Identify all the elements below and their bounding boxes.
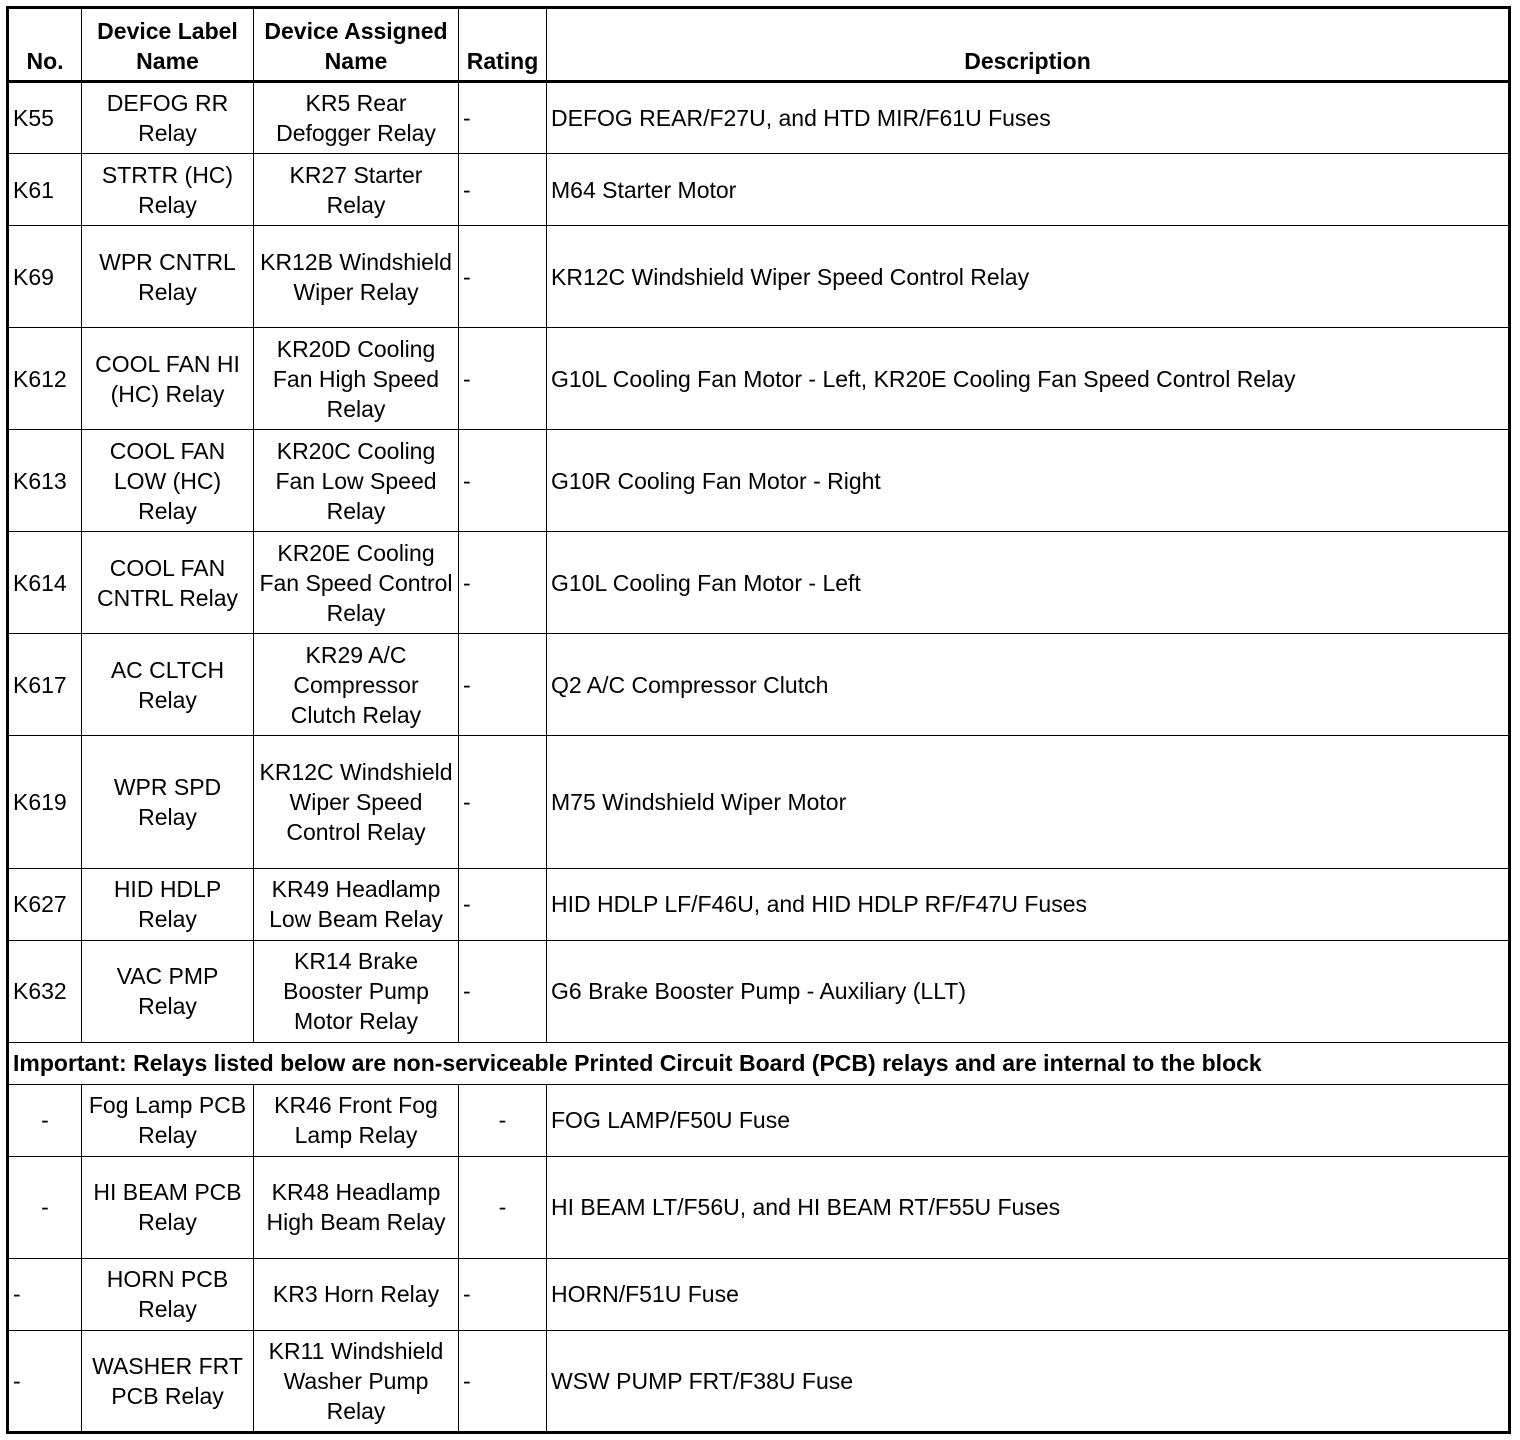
cell-description: HI BEAM LT/F56U, and HI BEAM RT/F55U Fuses xyxy=(547,1156,1510,1258)
table-row xyxy=(8,1330,1510,1432)
cell-no: K614 xyxy=(8,532,82,634)
cell-label: COOL FAN CNTRL Relay xyxy=(82,532,254,634)
cell-assigned: KR46 Front Fog Lamp Relay xyxy=(254,1084,459,1156)
cell-description: WSW PUMP FRT/F38U Fuse xyxy=(547,1330,1510,1432)
header-description: Description xyxy=(547,8,1510,82)
cell-assigned: KR20E Cooling Fan Speed Control Relay xyxy=(254,532,459,634)
cell-assigned: KR14 Brake Booster Pump Motor Relay xyxy=(254,940,459,1042)
table-row xyxy=(8,1156,1510,1258)
cell-label: HORN PCB Relay xyxy=(82,1258,254,1330)
table-row xyxy=(8,328,1510,430)
table-row xyxy=(8,154,1510,226)
cell-description: G10L Cooling Fan Motor - Left, KR20E Cooling Fan Speed Control Relay xyxy=(547,328,1510,430)
table-row xyxy=(8,430,1510,532)
cell-description: HORN/F51U Fuse xyxy=(547,1258,1510,1330)
cell-rating: - xyxy=(459,226,547,328)
cell-rating: - xyxy=(459,940,547,1042)
header-rating: Rating xyxy=(459,8,547,82)
cell-no: K55 xyxy=(8,82,82,154)
cell-rating: - xyxy=(459,1156,547,1258)
cell-no: K69 xyxy=(8,226,82,328)
cell-no: - xyxy=(8,1330,82,1432)
header-no: No. xyxy=(8,8,82,82)
cell-description: M64 Starter Motor xyxy=(547,154,1510,226)
cell-description: HID HDLP LF/F46U, and HID HDLP RF/F47U Fuses xyxy=(547,868,1510,940)
table-row xyxy=(8,940,1510,1042)
cell-description: KR12C Windshield Wiper Speed Control Relay xyxy=(547,226,1510,328)
cell-label: AC CLTCH Relay xyxy=(82,634,254,736)
relay-table xyxy=(6,6,1511,1434)
pcb-note: Important: Relays listed below are non-serviceable Printed Circuit Board (PCB) relays and are internal to the block xyxy=(8,1042,1510,1084)
table-row xyxy=(8,1084,1510,1156)
cell-no: K617 xyxy=(8,634,82,736)
cell-assigned: KR20D Cooling Fan High Speed Relay xyxy=(254,328,459,430)
cell-description: FOG LAMP/F50U Fuse xyxy=(547,1084,1510,1156)
table-row xyxy=(8,226,1510,328)
cell-rating: - xyxy=(459,1330,547,1432)
cell-assigned: KR5 Rear Defogger Relay xyxy=(254,82,459,154)
note-row xyxy=(8,1042,1510,1084)
cell-assigned: KR27 Starter Relay xyxy=(254,154,459,226)
table-row xyxy=(8,736,1510,868)
cell-assigned: KR20C Cooling Fan Low Speed Relay xyxy=(254,430,459,532)
cell-label: WASHER FRT PCB Relay xyxy=(82,1330,254,1432)
cell-rating: - xyxy=(459,1084,547,1156)
cell-rating: - xyxy=(459,154,547,226)
cell-rating: - xyxy=(459,82,547,154)
table-row xyxy=(8,868,1510,940)
cell-assigned: KR12B Windshield Wiper Relay xyxy=(254,226,459,328)
cell-no: K613 xyxy=(8,430,82,532)
table-row xyxy=(8,532,1510,634)
cell-rating: - xyxy=(459,634,547,736)
cell-rating: - xyxy=(459,328,547,430)
cell-no: K619 xyxy=(8,736,82,868)
cell-assigned: KR12C Windshield Wiper Speed Control Relay xyxy=(254,736,459,868)
cell-label: Fog Lamp PCB Relay xyxy=(82,1084,254,1156)
cell-label: WPR CNTRL Relay xyxy=(82,226,254,328)
cell-label: DEFOG RR Relay xyxy=(82,82,254,154)
cell-assigned: KR48 Headlamp High Beam Relay xyxy=(254,1156,459,1258)
cell-assigned: KR11 Windshield Washer Pump Relay xyxy=(254,1330,459,1432)
cell-description: G6 Brake Booster Pump - Auxiliary (LLT) xyxy=(547,940,1510,1042)
cell-label: WPR SPD Relay xyxy=(82,736,254,868)
cell-rating: - xyxy=(459,532,547,634)
cell-assigned: KR29 A/C Compressor Clutch Relay xyxy=(254,634,459,736)
cell-rating: - xyxy=(459,736,547,868)
cell-no: K612 xyxy=(8,328,82,430)
cell-rating: - xyxy=(459,1258,547,1330)
cell-no: - xyxy=(8,1084,82,1156)
cell-label: HI BEAM PCB Relay xyxy=(82,1156,254,1258)
cell-no: K632 xyxy=(8,940,82,1042)
header-label: Device Label Name xyxy=(82,8,254,82)
cell-no: K61 xyxy=(8,154,82,226)
cell-description: Q2 A/C Compressor Clutch xyxy=(547,634,1510,736)
cell-assigned: KR3 Horn Relay xyxy=(254,1258,459,1330)
table-row xyxy=(8,634,1510,736)
cell-label: HID HDLP Relay xyxy=(82,868,254,940)
cell-assigned: KR49 Headlamp Low Beam Relay xyxy=(254,868,459,940)
cell-description: DEFOG REAR/F27U, and HTD MIR/F61U Fuses xyxy=(547,82,1510,154)
cell-no: K627 xyxy=(8,868,82,940)
table-row xyxy=(8,1258,1510,1330)
cell-description: G10L Cooling Fan Motor - Left xyxy=(547,532,1510,634)
header-assigned: Device Assigned Name xyxy=(254,8,459,82)
header-row xyxy=(8,8,1510,82)
cell-description: M75 Windshield Wiper Motor xyxy=(547,736,1510,868)
cell-no: - xyxy=(8,1156,82,1258)
cell-label: COOL FAN LOW (HC) Relay xyxy=(82,430,254,532)
cell-rating: - xyxy=(459,430,547,532)
cell-label: COOL FAN HI (HC) Relay xyxy=(82,328,254,430)
cell-label: STRTR (HC) Relay xyxy=(82,154,254,226)
table-row xyxy=(8,82,1510,154)
cell-rating: - xyxy=(459,868,547,940)
cell-no: - xyxy=(8,1258,82,1330)
cell-description: G10R Cooling Fan Motor - Right xyxy=(547,430,1510,532)
cell-label: VAC PMP Relay xyxy=(82,940,254,1042)
